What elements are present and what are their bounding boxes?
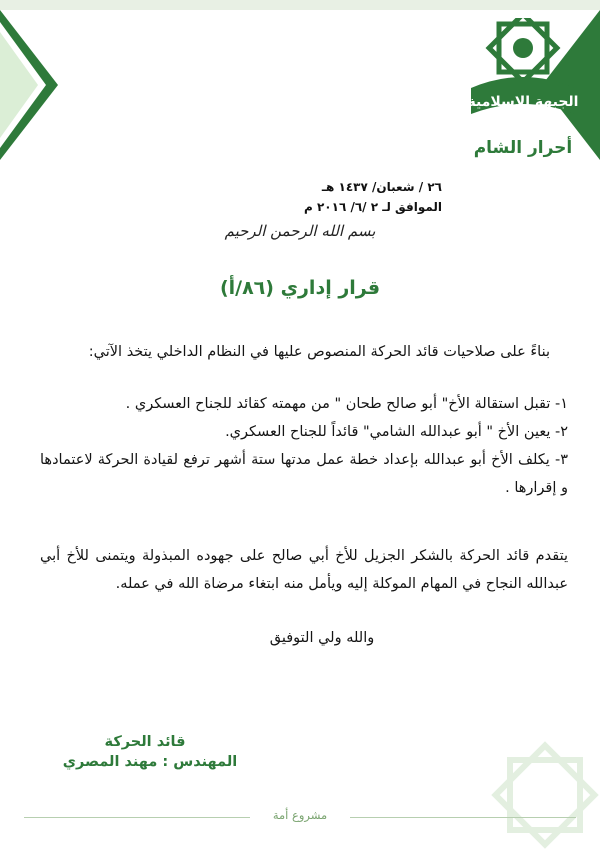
signature-name: المهندس : مهند المصري	[62, 754, 238, 770]
star-emblem-icon	[463, 18, 583, 136]
signature-title: قائد الحركة	[104, 734, 186, 750]
decision-item-3: ٣- يكلف الأخ أبو عبدالله بإعداد خطة عمل مدتها ستة أشهر ترفع لقيادة الحركة لاعتمادها و إقرارها .	[40, 452, 568, 496]
organization-logo	[456, 18, 590, 158]
footer-decoration	[440, 720, 600, 850]
decision-title: قرار إداري (٨٦/أ)	[219, 277, 381, 299]
closing-line: والله ولي التوفيق	[269, 630, 375, 646]
document-body	[40, 338, 568, 652]
decision-item-1: ١- تقبل استقالة الأخ" أبو صالح طحان " من مهمته كقائد للجناح العسكري .	[125, 396, 568, 412]
logo-subtitle: أحرار الشام	[473, 138, 573, 158]
basmala: بسم الله الرحمن الرحيم	[224, 222, 376, 240]
decision-items	[40, 390, 568, 502]
left-decoration	[0, 0, 60, 190]
hijri-date: ٢٦ / شعبان/ ١٤٣٧ هـ	[321, 180, 442, 194]
gregorian-date: الموافق لـ ٢ /٦/ ٢٠١٦ م	[304, 200, 442, 214]
intro-paragraph: بناءً على صلاحيات قائد الحركة المنصوص عليها في النظام الداخلي يتخذ الآتي:	[88, 344, 550, 360]
logo-arc-text: الجبهة الإسلامية	[467, 94, 579, 110]
date-block	[142, 180, 442, 220]
decision-item-2: ٢- يعين الأخ " أبو عبدالله الشامي" قائداً للجناح العسكري.	[225, 424, 568, 440]
top-border	[0, 0, 600, 10]
footer-slogan: مشروع أمة	[250, 808, 350, 822]
thanks-paragraph: يتقدم قائد الحركة بالشكر الجزيل للأخ أبي صالح على جهوده المبذولة ويتمنى للأخ أبي عبدالله النجاح في المهام الموكلة إليه ويأمل منه ابتغاء مرضاة الله في عمله.	[40, 548, 568, 592]
